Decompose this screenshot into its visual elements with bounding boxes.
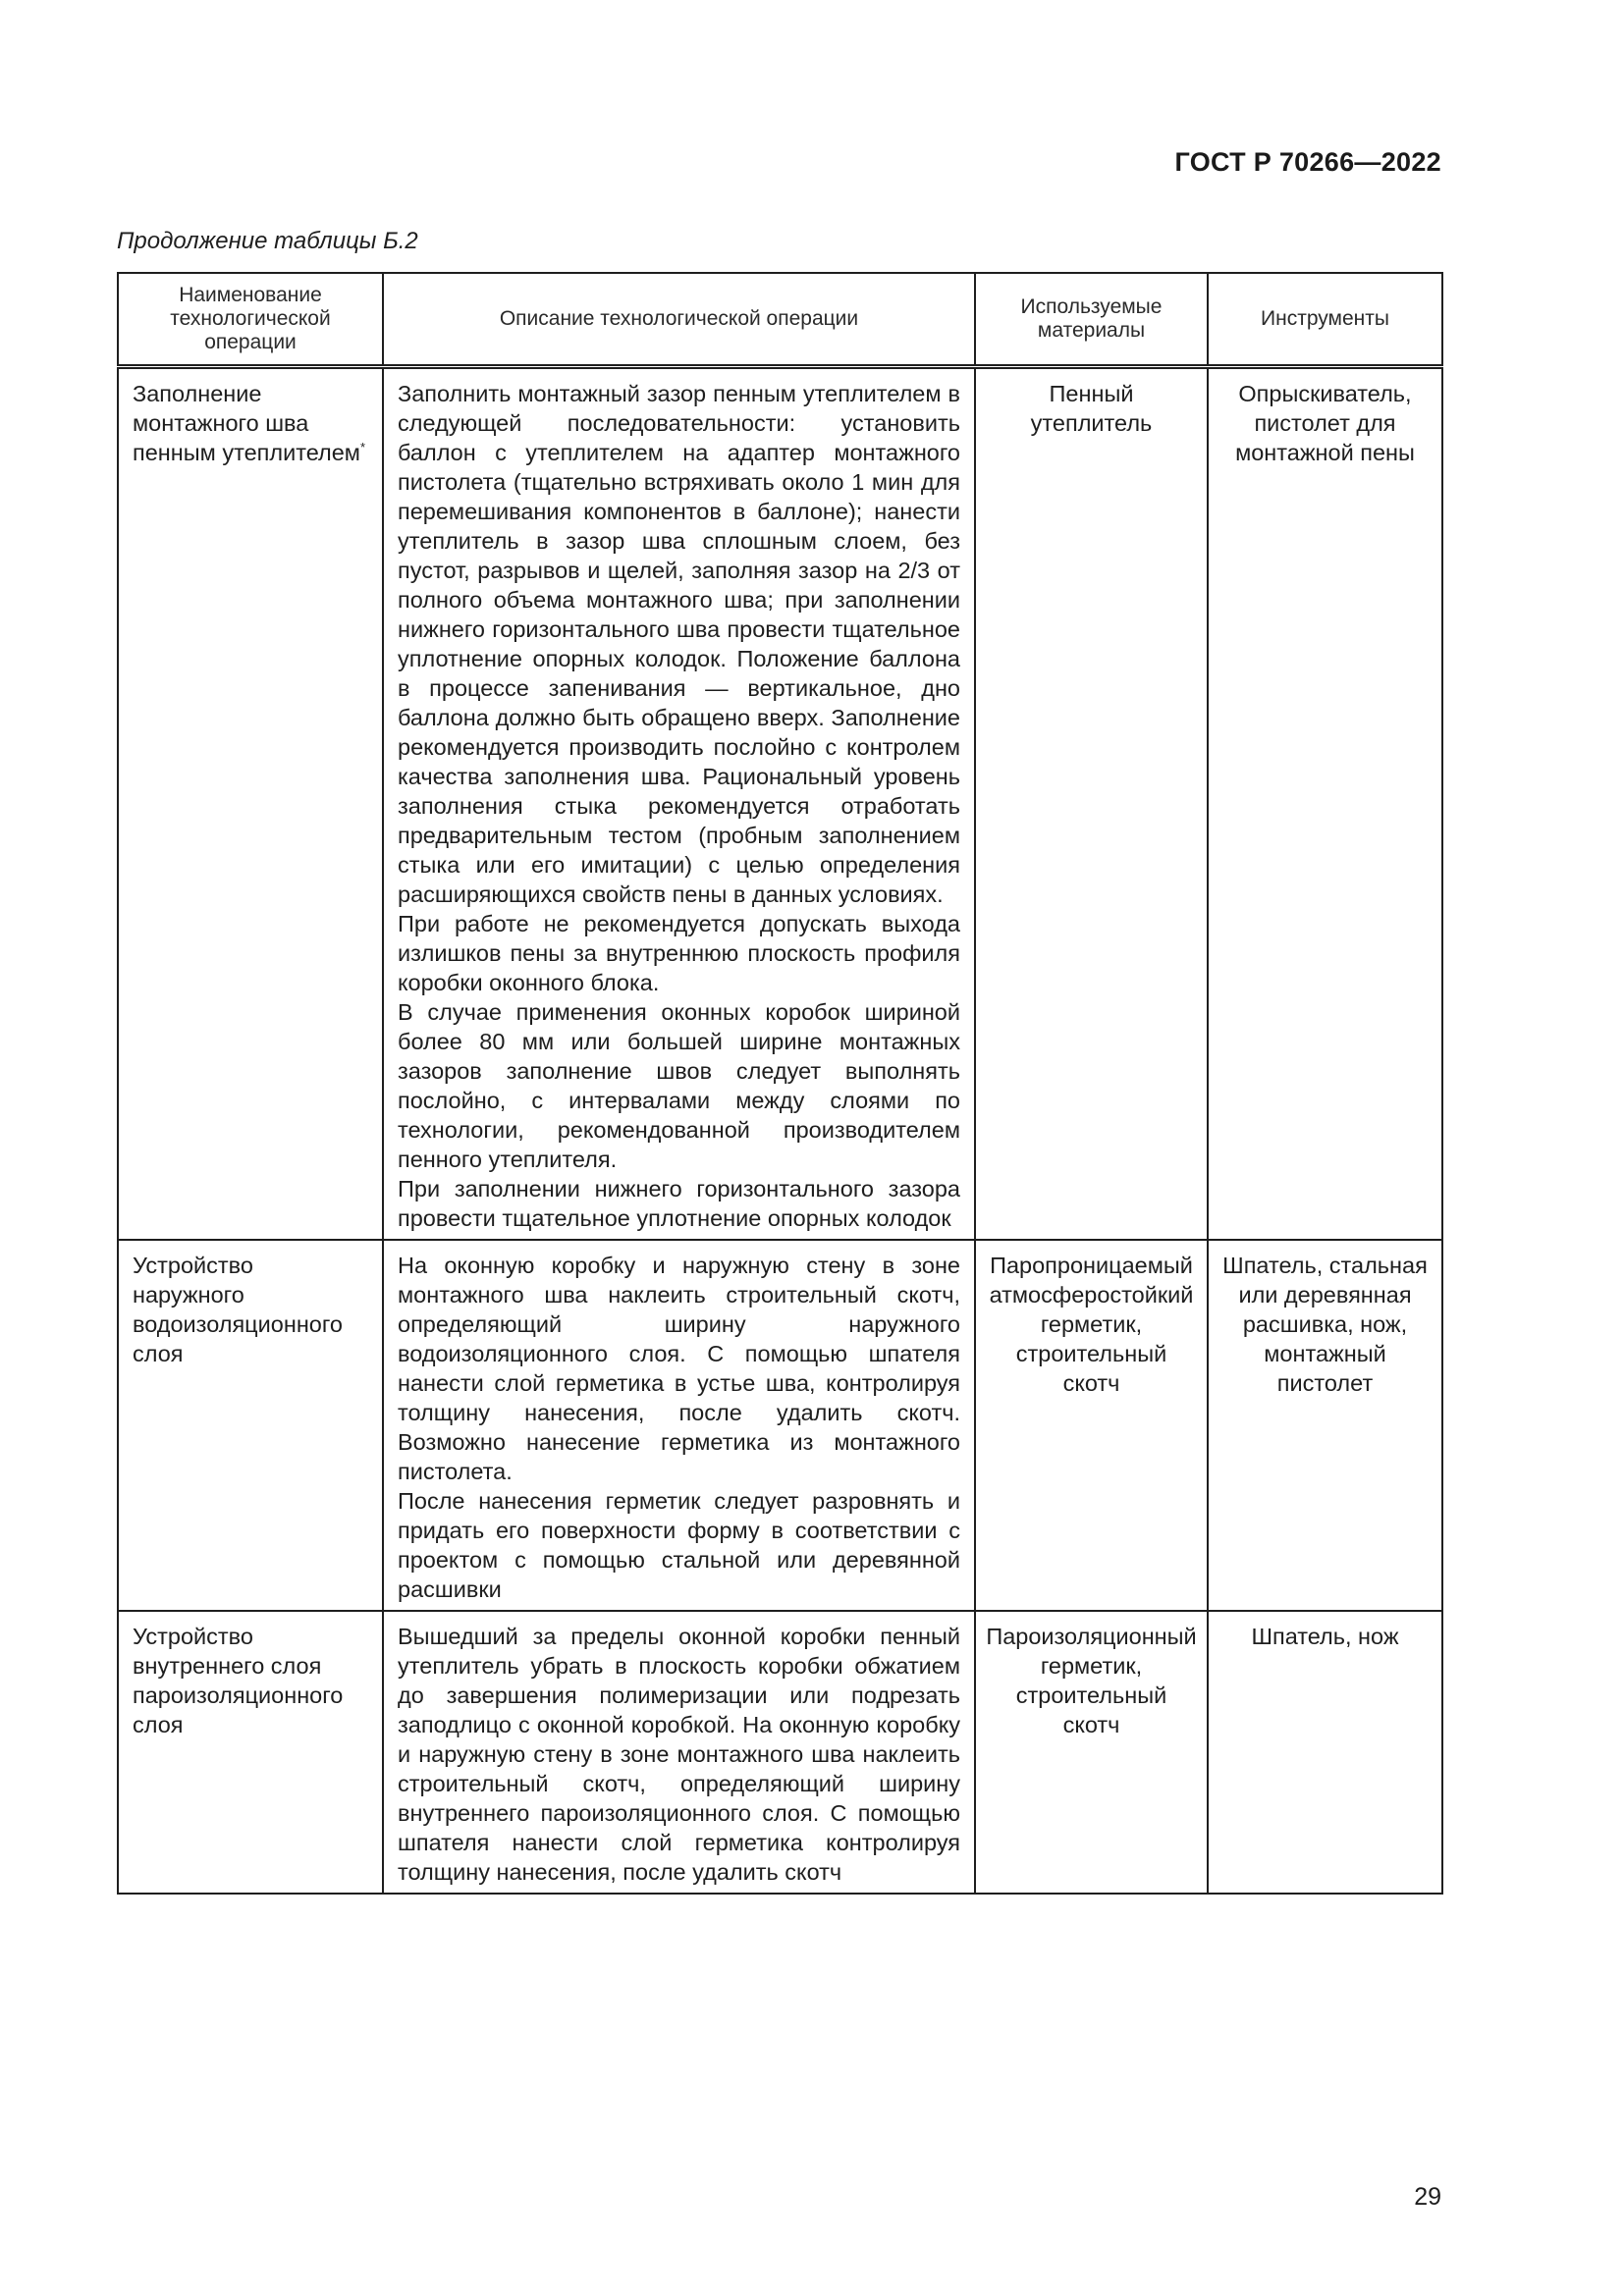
table-caption: Продолжение таблицы Б.2 <box>117 228 418 254</box>
page-number: 29 <box>1414 2183 1441 2211</box>
operation-name-cell <box>118 367 383 1241</box>
description-paragraph: Заполнить монтажный зазор пенным утеплителем в следующей последовательности: установить баллон с утеплителем на адаптер монтажного пистолета (тщательно встряхивать около 1 мин для перемешивания компонентов в баллоне); нанести утеплитель в зазор шва сплошным слоем, без пустот, разрывов и щелей, заполняя зазор на 2/3 от полного объема монтажного шва; при заполнении нижнего горизонтального шва провести тщательное уплотнение опорных колодок. Положение баллона в процессе запенивания — вертикальное, дно баллона должно быть обращено вверх. Заполнение рекомендуется производить послойно с контролем качества заполнения шва. Рациональный уровень заполнения стыка рекомендуется отработать предварительным тестом (пробным заполнением стыка или его имитации) с целью определения расширяющихся свойств пены в данных условиях. <box>398 381 960 907</box>
tools-cell: Шпатель, стальная или деревянная расшивка, нож, монтажный пистолет <box>1208 1240 1442 1611</box>
description-paragraph: При работе не рекомендуется допускать выхода излишков пены за внутреннюю плоскость профиля коробки оконного блока. <box>398 911 960 995</box>
operations-table <box>117 272 1443 1895</box>
column-header-description: Описание технологической операции <box>383 273 975 367</box>
description-paragraph: На оконную коробку и наружную стену в зоне монтажного шва наклеить строительный скотч, определяющий ширину наружного водоизоляционного слоя. С помощью шпателя нанести слой герметика в устье шва, контролируя толщину нанесения, после удалить скотч. Возможно нанесение герметика из монтажного пистолета. <box>398 1253 960 1484</box>
operation-description-cell <box>383 1611 975 1894</box>
column-header-tools: Инструменты <box>1208 273 1442 367</box>
operation-description-cell <box>383 1240 975 1611</box>
document-code: ГОСТ Р 70266—2022 <box>1174 147 1441 177</box>
materials-cell: Пенный утеплитель <box>975 367 1208 1241</box>
column-header-materials: Используемые материалы <box>975 273 1208 367</box>
table-header-row <box>118 273 1442 367</box>
description-paragraph: В случае применения оконных коробок шириной более 80 мм или большей ширине монтажных зазоров заполнение швов следует выполнять послойно, с интервалами между слоями по технологии, рекомендованной производителем пенного утеплителя. <box>398 999 960 1172</box>
description-paragraph: Вышедший за пределы оконной коробки пенный утеплитель убрать в плоскость коробки обжатием до завершения полимеризации или подрезать заподлицо с оконной коробкой. На оконную коробку и наружную стену в зоне монтажного шва наклеить строительный скотч, определяющий ширину внутреннего пароизоляционного слоя. С помощью шпателя нанести слой герметика контролируя толщину нанесения, после удалить скотч <box>398 1624 960 1885</box>
description-paragraph: После нанесения герметик следует разровнять и придать его поверхности форму в соответствии с проектом с помощью стальной или деревянной расшивки <box>398 1488 960 1602</box>
operation-name-cell <box>118 1611 383 1894</box>
tools-cell: Опрыскиватель, пистолет для монтажной пены <box>1208 367 1442 1241</box>
table-row <box>118 367 1442 1241</box>
tools-cell: Шпатель, нож <box>1208 1611 1442 1894</box>
operation-name: Устройство внутреннего слоя пароизоляционного слоя <box>133 1624 344 1737</box>
operation-description-cell <box>383 367 975 1241</box>
materials-cell: Пароизоляционный герметик, строительный скотч <box>975 1611 1208 1894</box>
table-row <box>118 1240 1442 1611</box>
materials-cell: Паропроницаемый атмосферостойкий герметик, строительный скотч <box>975 1240 1208 1611</box>
operation-name: Заполнение монтажного шва пенным утеплителем <box>133 381 360 465</box>
table-row <box>118 1611 1442 1894</box>
operation-name-cell <box>118 1240 383 1611</box>
footnote-mark: * <box>359 440 365 455</box>
operation-name: Устройство наружного водоизоляционного слоя <box>133 1253 343 1366</box>
column-header-operation-name: Наименование технологической операции <box>118 273 383 367</box>
description-paragraph: При заполнении нижнего горизонтального зазора провести тщательное уплотнение опорных колодок <box>398 1176 960 1231</box>
